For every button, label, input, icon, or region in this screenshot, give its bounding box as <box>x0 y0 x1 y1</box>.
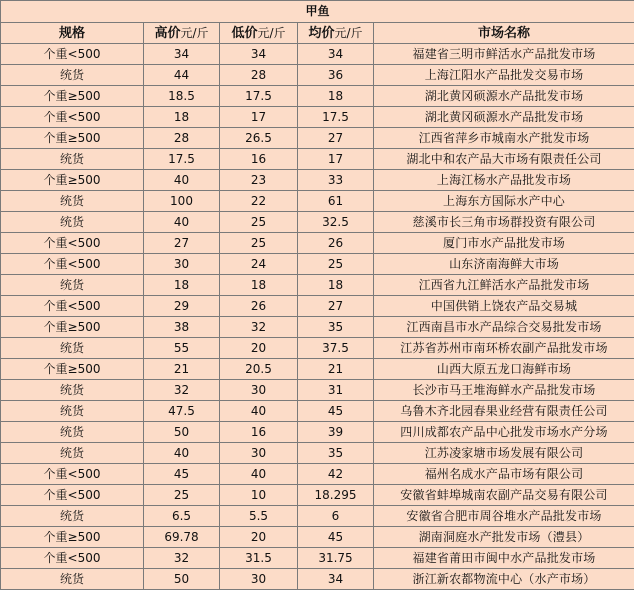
avg-price-cell: 27 <box>298 296 374 317</box>
market-name-cell: 湖北黄冈硕源水产品批发市场 <box>374 86 634 107</box>
market-name-cell: 江西省萍乡市城南水产批发市场 <box>374 128 634 149</box>
spec-cell: 个重≥500 <box>1 317 144 338</box>
high-price-cell: 100 <box>144 191 220 212</box>
header-avg-unit: 元/斤 <box>334 26 362 40</box>
low-price-cell: 16 <box>220 149 298 170</box>
high-price-cell: 38 <box>144 317 220 338</box>
market-name-cell: 江苏凌家塘市场发展有限公司 <box>374 443 634 464</box>
spec-cell: 个重<500 <box>1 485 144 506</box>
header-row <box>1 23 634 44</box>
market-name-cell: 上海江阳水产品批发交易市场 <box>374 65 634 86</box>
spec-cell: 统货 <box>1 569 144 590</box>
low-price-cell: 23 <box>220 170 298 191</box>
high-price-cell: 47.5 <box>144 401 220 422</box>
table-row <box>1 275 634 296</box>
table-row <box>1 128 634 149</box>
market-name-cell: 安徽省蚌埠城南农副产品交易有限公司 <box>374 485 634 506</box>
spec-cell: 个重≥500 <box>1 86 144 107</box>
high-price-cell: 50 <box>144 422 220 443</box>
spec-cell: 统货 <box>1 149 144 170</box>
low-price-cell: 20 <box>220 338 298 359</box>
avg-price-cell: 45 <box>298 527 374 548</box>
avg-price-cell: 26 <box>298 233 374 254</box>
high-price-cell: 40 <box>144 443 220 464</box>
low-price-cell: 26.5 <box>220 128 298 149</box>
table-row <box>1 464 634 485</box>
market-name-cell: 厦门市水产品批发市场 <box>374 233 634 254</box>
low-price-cell: 31.5 <box>220 548 298 569</box>
high-price-cell: 21 <box>144 359 220 380</box>
market-name-cell: 福建省莆田市闽中水产品批发市场 <box>374 548 634 569</box>
spec-cell: 个重<500 <box>1 233 144 254</box>
table-row <box>1 107 634 128</box>
avg-price-cell: 61 <box>298 191 374 212</box>
table-row <box>1 548 634 569</box>
table-row <box>1 191 634 212</box>
market-name-cell: 长沙市马王堆海鲜水产品批发市场 <box>374 380 634 401</box>
market-name-cell: 安徽省合肥市周谷堆水产品批发市场 <box>374 506 634 527</box>
market-name-cell: 上海东方国际水产中心 <box>374 191 634 212</box>
market-name-cell: 中国供销上饶农产品交易城 <box>374 296 634 317</box>
avg-price-cell: 35 <box>298 443 374 464</box>
avg-price-cell: 42 <box>298 464 374 485</box>
avg-price-cell: 35 <box>298 317 374 338</box>
low-price-cell: 30 <box>220 569 298 590</box>
avg-price-cell: 25 <box>298 254 374 275</box>
avg-price-cell: 45 <box>298 401 374 422</box>
high-price-cell: 18 <box>144 275 220 296</box>
spec-cell: 统货 <box>1 275 144 296</box>
table-row <box>1 212 634 233</box>
low-price-cell: 17.5 <box>220 86 298 107</box>
low-price-cell: 32 <box>220 317 298 338</box>
header-low-label: 低价 <box>231 26 257 41</box>
low-price-cell: 22 <box>220 191 298 212</box>
market-name-cell: 福州名成水产品市场有限公司 <box>374 464 634 485</box>
market-name-cell: 慈溪市长三角市场群投资有限公司 <box>374 212 634 233</box>
high-price-cell: 30 <box>144 254 220 275</box>
header-avg-label: 均价 <box>308 26 334 41</box>
avg-price-cell: 17.5 <box>298 107 374 128</box>
spec-cell: 个重≥500 <box>1 170 144 191</box>
header-high <box>144 23 220 44</box>
table-body <box>1 44 634 590</box>
market-name-cell: 江西省九江鲜活水产品批发市场 <box>374 275 634 296</box>
avg-price-cell: 6 <box>298 506 374 527</box>
low-price-cell: 25 <box>220 212 298 233</box>
high-price-cell: 44 <box>144 65 220 86</box>
high-price-cell: 6.5 <box>144 506 220 527</box>
header-high-unit: 元/斤 <box>180 26 208 40</box>
header-low-unit: 元/斤 <box>257 26 285 40</box>
spec-cell: 个重<500 <box>1 548 144 569</box>
table-row <box>1 422 634 443</box>
low-price-cell: 25 <box>220 233 298 254</box>
table-row <box>1 506 634 527</box>
low-price-cell: 40 <box>220 401 298 422</box>
avg-price-cell: 18.295 <box>298 485 374 506</box>
table-row <box>1 380 634 401</box>
high-price-cell: 28 <box>144 128 220 149</box>
high-price-cell: 27 <box>144 233 220 254</box>
spec-cell: 个重≥500 <box>1 128 144 149</box>
market-name-cell: 福建省三明市鲜活水产品批发市场 <box>374 44 634 65</box>
high-price-cell: 69.78 <box>144 527 220 548</box>
avg-price-cell: 17 <box>298 149 374 170</box>
low-price-cell: 40 <box>220 464 298 485</box>
spec-cell: 个重<500 <box>1 464 144 485</box>
avg-price-cell: 31.75 <box>298 548 374 569</box>
table-row <box>1 527 634 548</box>
spec-cell: 个重<500 <box>1 107 144 128</box>
low-price-cell: 10 <box>220 485 298 506</box>
low-price-cell: 24 <box>220 254 298 275</box>
low-price-cell: 30 <box>220 380 298 401</box>
header-high-label: 高价 <box>154 26 180 41</box>
table-row <box>1 44 634 65</box>
table-row <box>1 569 634 590</box>
header-spec: 规格 <box>1 23 144 44</box>
spec-cell: 统货 <box>1 338 144 359</box>
market-name-cell: 江苏省苏州市南环桥农副产品批发市场 <box>374 338 634 359</box>
table-row <box>1 149 634 170</box>
spec-cell: 统货 <box>1 65 144 86</box>
header-low <box>220 23 298 44</box>
table-row <box>1 401 634 422</box>
table-row <box>1 86 634 107</box>
avg-price-cell: 31 <box>298 380 374 401</box>
table-row <box>1 254 634 275</box>
spec-cell: 统货 <box>1 506 144 527</box>
low-price-cell: 17 <box>220 107 298 128</box>
spec-cell: 统货 <box>1 401 144 422</box>
high-price-cell: 18.5 <box>144 86 220 107</box>
market-name-cell: 山西大原五龙口海鲜市场 <box>374 359 634 380</box>
table-title: 甲鱼 <box>1 1 634 23</box>
avg-price-cell: 18 <box>298 86 374 107</box>
header-avg <box>298 23 374 44</box>
header-market: 市场名称 <box>374 23 634 44</box>
market-name-cell: 江西南昌市水产品综合交易批发市场 <box>374 317 634 338</box>
spec-cell: 个重<500 <box>1 254 144 275</box>
high-price-cell: 34 <box>144 44 220 65</box>
table-row <box>1 170 634 191</box>
table-row <box>1 296 634 317</box>
spec-cell: 个重<500 <box>1 44 144 65</box>
low-price-cell: 20.5 <box>220 359 298 380</box>
title-row <box>1 1 634 23</box>
avg-price-cell: 34 <box>298 569 374 590</box>
table-row <box>1 65 634 86</box>
table-row <box>1 359 634 380</box>
spec-cell: 个重≥500 <box>1 359 144 380</box>
avg-price-cell: 34 <box>298 44 374 65</box>
market-name-cell: 上海江杨水产品批发市场 <box>374 170 634 191</box>
spec-cell: 个重≥500 <box>1 527 144 548</box>
high-price-cell: 32 <box>144 380 220 401</box>
high-price-cell: 40 <box>144 212 220 233</box>
high-price-cell: 40 <box>144 170 220 191</box>
high-price-cell: 50 <box>144 569 220 590</box>
avg-price-cell: 33 <box>298 170 374 191</box>
market-name-cell: 乌鲁木齐北园春果业经营有限责任公司 <box>374 401 634 422</box>
avg-price-cell: 21 <box>298 359 374 380</box>
low-price-cell: 28 <box>220 65 298 86</box>
market-name-cell: 浙江新农都物流中心（水产市场） <box>374 569 634 590</box>
low-price-cell: 26 <box>220 296 298 317</box>
high-price-cell: 17.5 <box>144 149 220 170</box>
low-price-cell: 5.5 <box>220 506 298 527</box>
table-row <box>1 338 634 359</box>
spec-cell: 统货 <box>1 212 144 233</box>
high-price-cell: 25 <box>144 485 220 506</box>
market-name-cell: 湖北黄冈硕源水产品批发市场 <box>374 107 634 128</box>
low-price-cell: 18 <box>220 275 298 296</box>
spec-cell: 统货 <box>1 380 144 401</box>
table-row <box>1 485 634 506</box>
table-row <box>1 443 634 464</box>
avg-price-cell: 32.5 <box>298 212 374 233</box>
low-price-cell: 30 <box>220 443 298 464</box>
spec-cell: 统货 <box>1 422 144 443</box>
avg-price-cell: 37.5 <box>298 338 374 359</box>
low-price-cell: 20 <box>220 527 298 548</box>
market-name-cell: 湖南洞庭水产批发市场（澧县） <box>374 527 634 548</box>
spec-cell: 个重<500 <box>1 296 144 317</box>
spec-cell: 统货 <box>1 443 144 464</box>
high-price-cell: 45 <box>144 464 220 485</box>
market-name-cell: 四川成都农产品中心批发市场水产分场 <box>374 422 634 443</box>
avg-price-cell: 27 <box>298 128 374 149</box>
table-row <box>1 233 634 254</box>
spec-cell: 统货 <box>1 191 144 212</box>
low-price-cell: 34 <box>220 44 298 65</box>
market-name-cell: 湖北中和农产品大市场有限责任公司 <box>374 149 634 170</box>
high-price-cell: 29 <box>144 296 220 317</box>
avg-price-cell: 36 <box>298 65 374 86</box>
high-price-cell: 18 <box>144 107 220 128</box>
table-row <box>1 317 634 338</box>
avg-price-cell: 39 <box>298 422 374 443</box>
low-price-cell: 16 <box>220 422 298 443</box>
market-name-cell: 山东济南海鲜大市场 <box>374 254 634 275</box>
high-price-cell: 32 <box>144 548 220 569</box>
high-price-cell: 55 <box>144 338 220 359</box>
avg-price-cell: 18 <box>298 275 374 296</box>
